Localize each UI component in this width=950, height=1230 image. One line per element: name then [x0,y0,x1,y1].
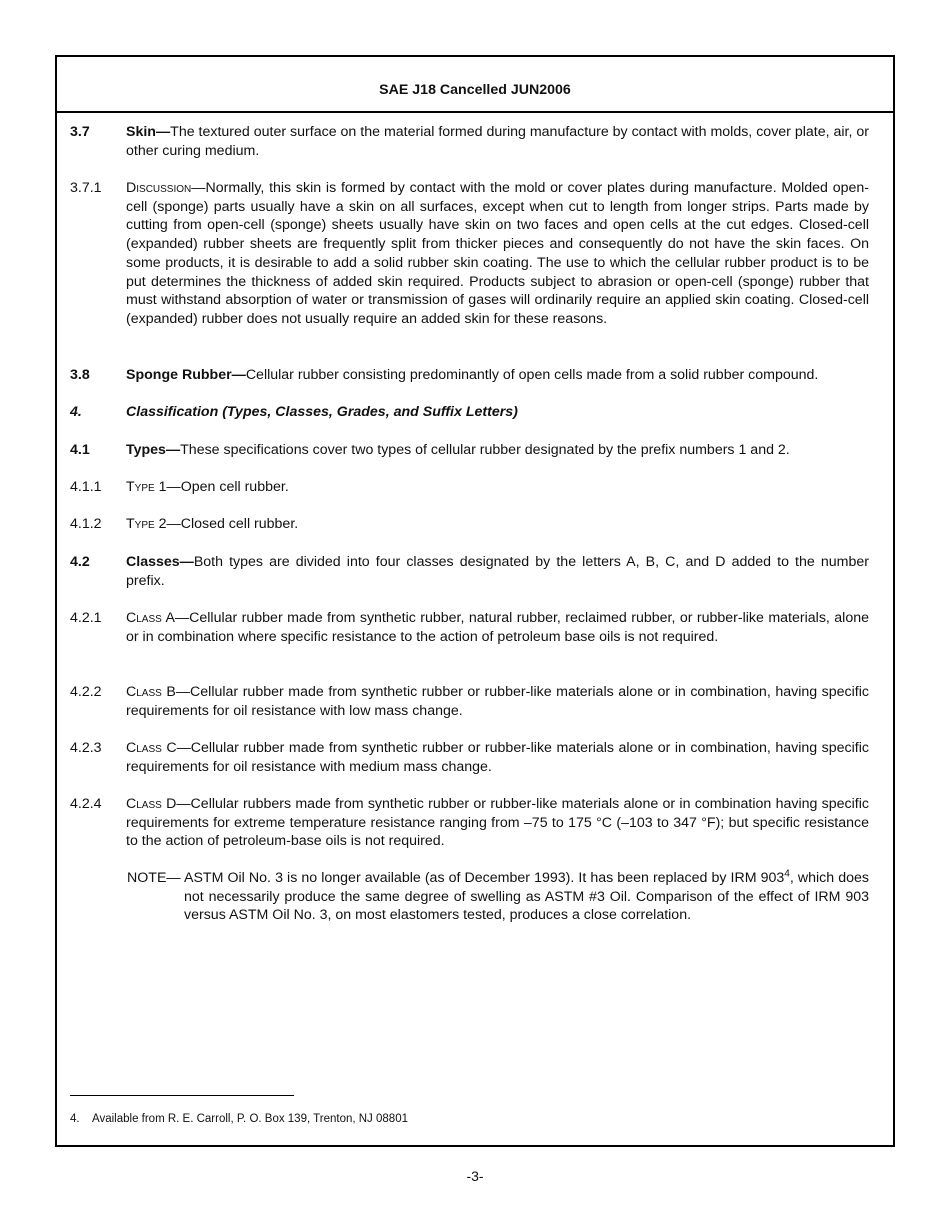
footnote-divider [70,1095,294,1096]
section-text: A—Cellular rubber made from synthetic rubber, natural rubber, reclaimed rubber, or rubber-like materials, alone or in combination where specific resistance to the action of petroleum base oils is not required. [126,610,869,645]
section-number: 4.1.1 [70,479,102,495]
section-lead: Class [126,610,162,626]
section-lead: Class [126,796,162,812]
note-text-a: ASTM Oil No. 3 is no longer available (as of December 1993). It has been replaced by IRM 903 [184,870,785,886]
section-4-2-2 [70,683,869,720]
section-paragraph [126,441,869,460]
footnote-text: Available from R. E. Carroll, P. O. Box 139, Trenton, NJ 08801 [92,1113,408,1125]
section-4-1 [70,441,869,460]
section-number: 4.2 [70,554,90,570]
section-paragraph [126,553,869,590]
section-text: Cellular rubber consisting predominantly of open cells made from a solid rubber compound. [245,367,819,383]
section-paragraph [126,515,869,534]
section-term: Classes— [126,554,194,570]
section-paragraph [126,683,869,720]
section-number: 4.2.2 [70,684,102,700]
section-number: 4.1 [70,442,90,458]
section-lead: Type [126,516,155,532]
section-text: 2—Closed cell rubber. [154,516,299,532]
section-paragraph [126,609,869,646]
page-frame [55,55,895,1147]
section-paragraph [126,739,869,776]
section-paragraph [126,795,869,851]
section-paragraph [126,179,869,329]
section-4 [70,403,869,422]
section-number: 4. [70,404,82,420]
section-text: —Normally, this skin is formed by contact with the mold or cover plates during manufacture. Molded open-cell (sponge) parts usually have a skin on all surfaces, except when cut to length from longer strips. Parts made by cutting from open-cell (sponge) sheets usually have skin on two faces and open cells at the cut edges. Closed-cell (expanded) rubber sheets are frequently split from thicker pieces and consequently do not have the skin faces. On some products, it is desirable to add a solid rubber skin coating. The use to which the cellular rubber product is to be put determines the thickness of added skin required. Products subject to abrasion or open-cell (sponge) rubber that must withstand absorption of water or transmission of gases will ordinarily require an applied skin coating. Closed-cell (expanded) rubber does not usually require an added skin for these reasons. [126,180,869,327]
section-lead: Discussion [126,180,192,196]
footnote-number: 4. [70,1113,80,1125]
note-label: NOTE— [127,870,181,886]
section-term: Types— [126,442,181,458]
section-4-1-1 [70,478,869,497]
footnote [70,1113,408,1125]
section-text: B—Cellular rubber made from synthetic rubber or rubber-like materials alone or in combination, having specific requirements for oil resistance with low mass change. [126,684,869,719]
section-3-7 [70,123,869,160]
note-paragraph [184,869,869,925]
section-3-8 [70,366,869,385]
section-paragraph [126,123,869,160]
section-paragraph [126,478,869,497]
section-text: Both types are divided into four classes designated by the letters A, B, C, and D added to the number prefix. [126,554,869,589]
section-text: The textured outer surface on the material formed during manufacture by contact with molds, cover plate, air, or other curing medium. [126,124,869,159]
section-text: These specifications cover two types of cellular rubber designated by the prefix numbers 1 and 2. [180,442,790,458]
section-4-1-2 [70,515,869,534]
section-heading: Classification (Types, Classes, Grades, and Suffix Letters) [126,404,518,420]
section-number: 3.7 [70,124,90,140]
section-term: Sponge Rubber— [126,367,246,383]
section-number: 4.2.4 [70,796,102,812]
note-text-b: , which does not necessarily produce the same degree of swelling as ASTM #3 Oil. Comparison of the effect of IRM 903 versus ASTM Oil No. 3, on most elastomers tested, produces a close correlation. [184,870,869,924]
document-header [57,57,893,113]
section-4-2-4 [70,795,869,851]
document-title: SAE J18 Cancelled JUN2006 [379,82,571,98]
section-text: D—Cellular rubbers made from synthetic rubber or rubber-like materials alone or in combination having specific requirements for extreme temperature resistance ranging from –75 to 175 °C (–103 to 347 °F); but specific resistance to the action of petroleum-base oils is not required. [126,796,869,850]
page-number: -3- [466,1168,484,1184]
section-4-2-3 [70,739,869,776]
section-number: 4.2.3 [70,740,102,756]
footnote-ref[interactable]: 4 [784,868,790,880]
section-lead: Type [126,479,155,495]
section-4-2-1 [70,609,869,646]
section-text: 1—Open cell rubber. [154,479,289,495]
section-term: Skin— [126,124,171,140]
section-number: 4.1.2 [70,516,102,532]
note-block [127,869,869,925]
section-3-7-1 [70,179,869,329]
section-number: 3.7.1 [70,180,102,196]
section-number: 3.8 [70,367,90,383]
section-lead: Class [126,684,162,700]
section-paragraph [126,366,869,385]
section-lead: Class [126,740,162,756]
section-4-2 [70,553,869,590]
section-text: C—Cellular rubber made from synthetic rubber or rubber-like materials alone or in combination, having specific requirements for oil resistance with medium mass change. [126,740,869,775]
section-number: 4.2.1 [70,610,102,626]
